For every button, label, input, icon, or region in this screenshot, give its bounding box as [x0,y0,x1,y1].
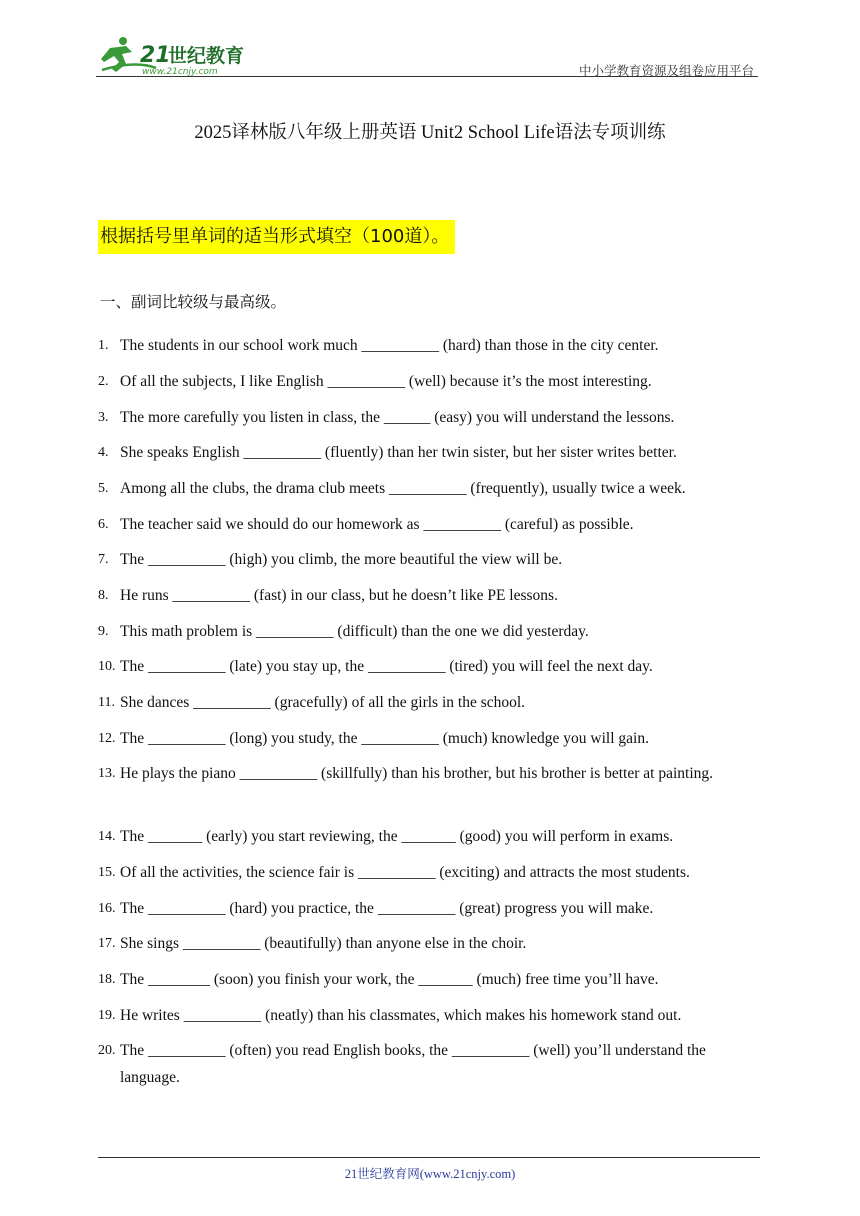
question-item [98,1002,766,1029]
footer-divider [98,1157,760,1158]
question-number: 3. [98,410,109,425]
question-item [98,618,766,645]
svg-text:www.21cnjy.com: www.21cnjy.com [142,67,218,77]
question-text: The students in our school work much __________ (hard) than those in the city center. [120,337,659,354]
question-item [98,582,766,609]
section-title: 一、副词比较级与最高级。 [100,293,287,311]
page-header [96,34,758,78]
question-item [98,895,766,922]
question-text: The __________ (late) you stay up, the __________ (tired) you will feel the next day. [120,658,653,675]
header-platform-text: 中小学教育资源及组卷应用平台 [578,63,754,78]
question-item [98,823,766,850]
question-text: The _______ (early) you start reviewing, the _______ (good) you will perform in exams. [120,828,674,845]
question-item [98,332,766,359]
question-item [98,760,766,787]
question-number: 13. [98,766,116,781]
question-text: The teacher said we should do our homework as __________ (careful) as possible. [120,516,634,533]
question-text: She dances __________ (gracefully) of all the girls in the school. [120,694,526,711]
question-number: 10. [98,659,116,674]
question-text: The __________ (long) you study, the __________ (much) knowledge you will gain. [120,730,649,747]
question-text: This math problem is __________ (difficult) than the one we did yesterday. [120,623,589,640]
question-number: 9. [98,624,109,639]
question-number: 18. [98,972,116,987]
question-text: Of all the subjects, I like English __________ (well) because it’s the most interesting. [120,373,652,390]
question-number: 1. [98,338,109,353]
question-number: 16. [98,901,116,916]
question-text: She speaks English __________ (fluently) than her twin sister, but her sister writes better. [120,444,677,461]
instruction-highlight: 根据括号里单词的适当形式填空（100道）。 [98,220,455,254]
question-number: 12. [98,731,116,746]
footer-text: 21世纪教育网(www.21cnjy.com) [344,1167,516,1181]
question-number: 15. [98,865,116,880]
question-item [98,511,766,538]
question-number: 20. [98,1043,116,1058]
question-item [98,859,766,886]
question-item [98,404,766,431]
question-item [98,1037,766,1091]
question-number: 19. [98,1008,116,1023]
question-item [98,475,766,502]
question-number: 4. [98,445,109,460]
question-text: The __________ (often) you read English books, the __________ (well) you’ll understand the language. [120,1042,706,1086]
question-item [98,725,766,752]
header-divider [96,76,758,77]
question-item [98,689,766,716]
question-item [98,966,766,993]
question-text: She sings __________ (beautifully) than anyone else in the choir. [120,935,527,952]
question-number: 2. [98,374,109,389]
question-text: The ________ (soon) you finish your work, the _______ (much) free time you’ll have. [120,971,659,988]
question-item [98,439,766,466]
question-item [98,930,766,957]
question-item [98,653,766,680]
question-number: 6. [98,517,109,532]
document-title: 2025译林版八年级上册英语 Unit2 School Life语法专项训练 [194,123,666,143]
question-text: He plays the piano __________ (skillfully) than his brother, but his brother is better at painting. [120,765,714,782]
question-text: The more carefully you listen in class, the ______ (easy) you will understand the lessons. [120,409,675,426]
question-text: He runs __________ (fast) in our class, but he doesn’t like PE lessons. [120,587,558,604]
question-number: 5. [98,481,109,496]
question-text: Of all the activities, the science fair is __________ (exciting) and attracts the most students. [120,864,690,881]
question-number: 8. [98,588,109,603]
svg-text:世纪教育: 世纪教育 [168,45,245,67]
question-item [98,546,766,573]
question-number: 7. [98,552,109,567]
question-number: 11. [98,695,115,710]
question-number: 17. [98,936,116,951]
question-text: Among all the clubs, the drama club meets __________ (frequently), usually twice a week. [120,480,686,497]
question-text: The __________ (hard) you practice, the __________ (great) progress you will make. [120,900,654,917]
question-number: 14. [98,829,116,844]
svg-text:21: 21 [140,43,171,68]
logo-21cnjy [96,34,266,78]
question-item [98,368,766,395]
question-text: He writes __________ (neatly) than his classmates, which makes his homework stand out. [120,1007,682,1024]
question-text: The __________ (high) you climb, the more beautiful the view will be. [120,551,563,568]
